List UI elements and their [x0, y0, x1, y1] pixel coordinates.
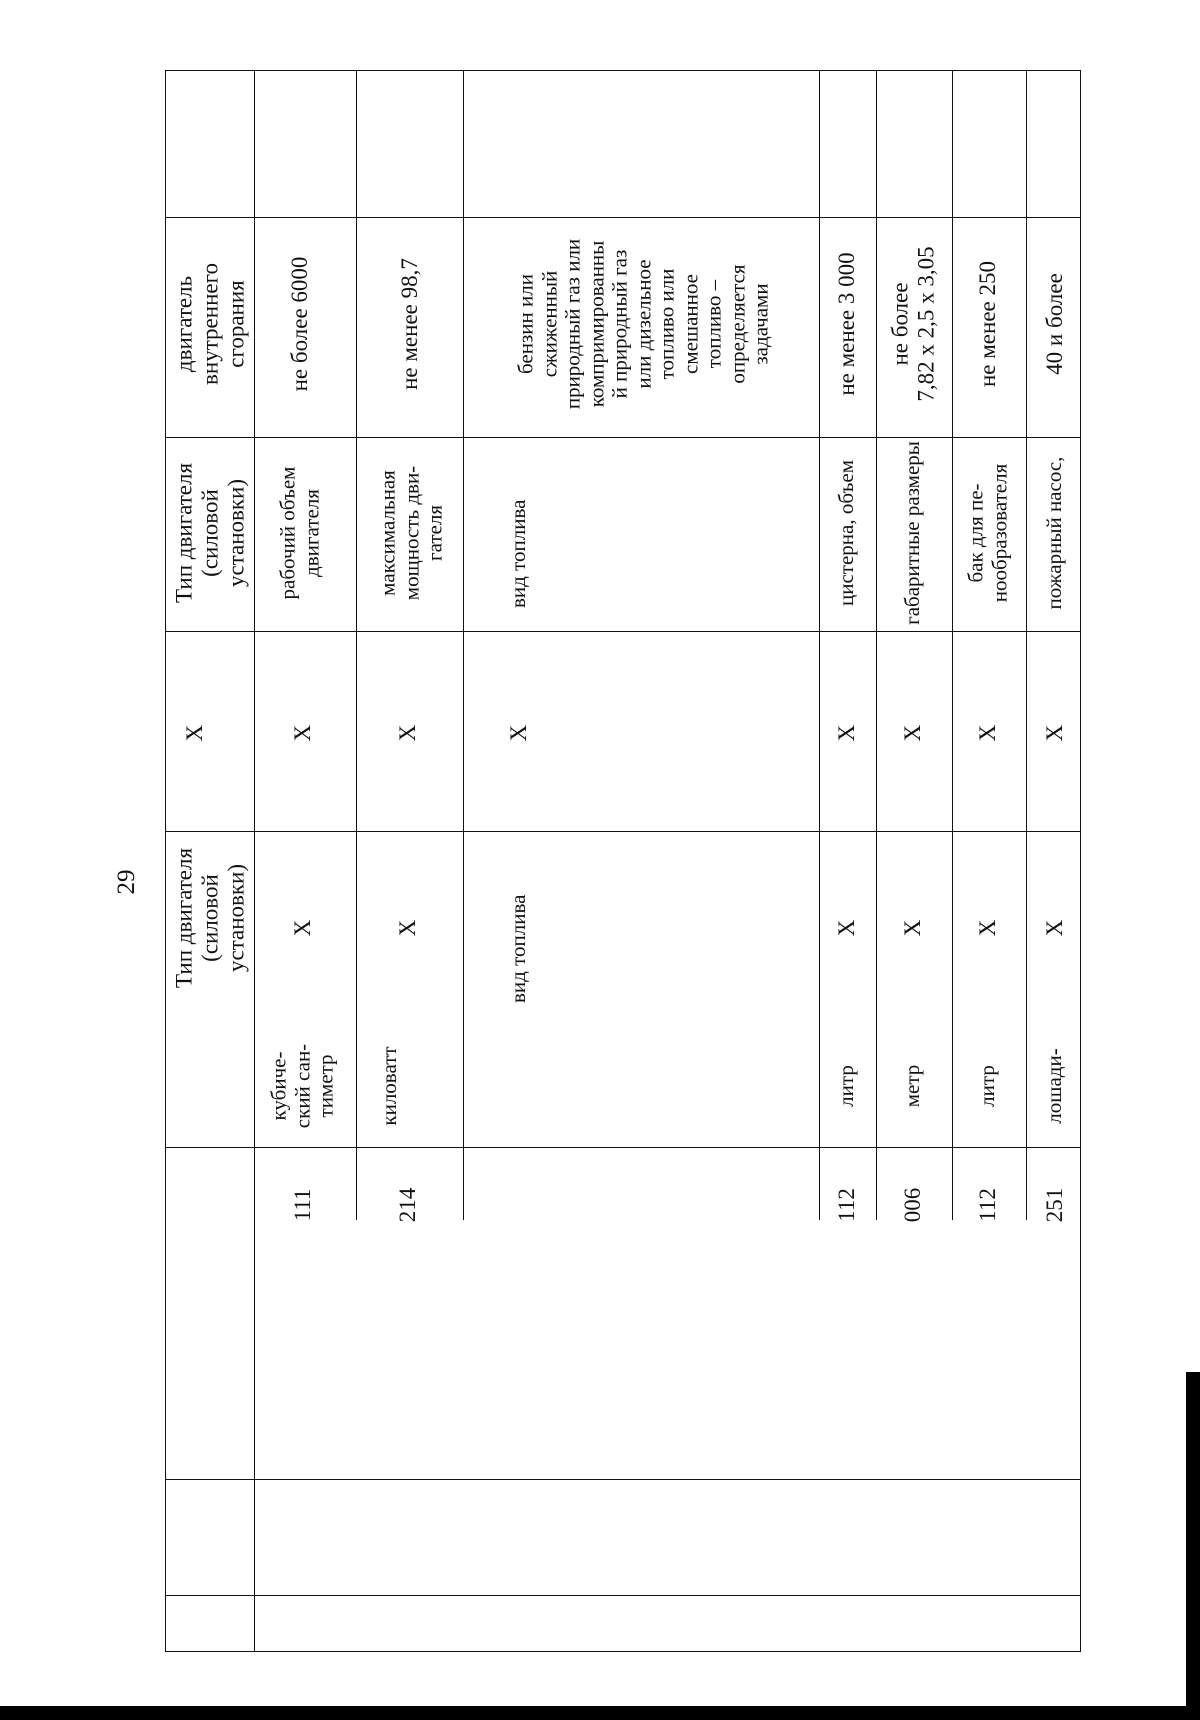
row4-col8: не менее 3 000	[834, 252, 860, 396]
row-divider	[876, 71, 877, 1220]
row7-col5: X	[1042, 919, 1068, 937]
header-col6: X	[182, 724, 208, 742]
row2-col6: X	[395, 724, 421, 742]
row1-col6: X	[290, 724, 316, 742]
row-divider	[1026, 71, 1027, 1220]
row4-col5: X	[834, 919, 860, 937]
row3-col8: бензин или сжиженный природный газ или компримированны й природный газ или дизельное топливо или смешанное топливо – определяется задачами	[513, 238, 773, 410]
row6-col4: литр	[975, 1065, 1000, 1107]
row6-col3: 112	[975, 1188, 1001, 1222]
row1-col5: X	[290, 919, 316, 937]
row2-col4: киловатт	[377, 1046, 402, 1126]
row6-col6: X	[975, 724, 1001, 742]
row1-col8: не более 6000	[287, 256, 313, 392]
row6-col7: бак для пе- нообразователя	[963, 463, 1011, 603]
row-divider	[819, 71, 820, 1220]
row4-col6: X	[834, 724, 860, 742]
row3-col5: вид топлива	[506, 894, 531, 1003]
row3-col6: X	[506, 724, 532, 742]
row1-col7: рабочий объем двигателя	[275, 466, 323, 600]
row5-col6: X	[900, 724, 926, 742]
row7-col8: 40 и более	[1042, 273, 1068, 375]
row5-col5: X	[900, 919, 926, 937]
row4-col3: 112	[834, 1188, 860, 1222]
header-col8: двигатель внутреннего сгорания	[171, 263, 248, 385]
row-divider	[952, 71, 953, 1220]
scan-edge-shadow	[1186, 1372, 1200, 1720]
row2-col3: 214	[395, 1187, 421, 1223]
row5-col7: габаритные размеры	[900, 441, 925, 625]
col-divider	[166, 1147, 1080, 1148]
row-divider	[463, 71, 464, 1220]
row6-col8: не менее 250	[975, 261, 1001, 388]
row7-col6: X	[1042, 724, 1068, 742]
page-number: 29	[113, 869, 140, 895]
row1-col3: 111	[290, 1188, 316, 1222]
scan-edge-shadow	[0, 1706, 1200, 1720]
row5-col4: метр	[900, 1064, 925, 1108]
header-col5: Тип двигателя (силовой установки)	[171, 847, 248, 989]
row4-col7: цистерна, объем	[834, 460, 859, 606]
col-divider	[166, 1595, 1080, 1596]
row4-col4: литр	[834, 1065, 859, 1107]
header-col7: Тип двигателя (силовой установки)	[171, 462, 248, 604]
col-divider	[166, 1479, 1080, 1480]
row7-col4: лошади-	[1042, 1048, 1067, 1124]
row2-col5: X	[395, 919, 421, 937]
row-divider	[254, 71, 255, 1651]
row2-col8: не менее 98,7	[397, 258, 423, 390]
row2-col7: максимальная мощность дви- гателя	[375, 465, 447, 601]
row5-col8: не более 7,82 х 2,5 х 3,05	[887, 246, 938, 402]
row7-col3: 251	[1042, 1187, 1068, 1223]
row3-col7: вид топлива	[506, 499, 531, 608]
row5-col3: 006	[900, 1187, 926, 1223]
col-divider	[166, 831, 1080, 832]
row1-col4: кубиче- ский сан- тиметр	[266, 1043, 338, 1129]
col-divider	[166, 217, 1080, 218]
row6-col5: X	[975, 919, 1001, 937]
row7-col7: пожарный насос,	[1042, 456, 1067, 610]
row-divider	[356, 71, 357, 1220]
